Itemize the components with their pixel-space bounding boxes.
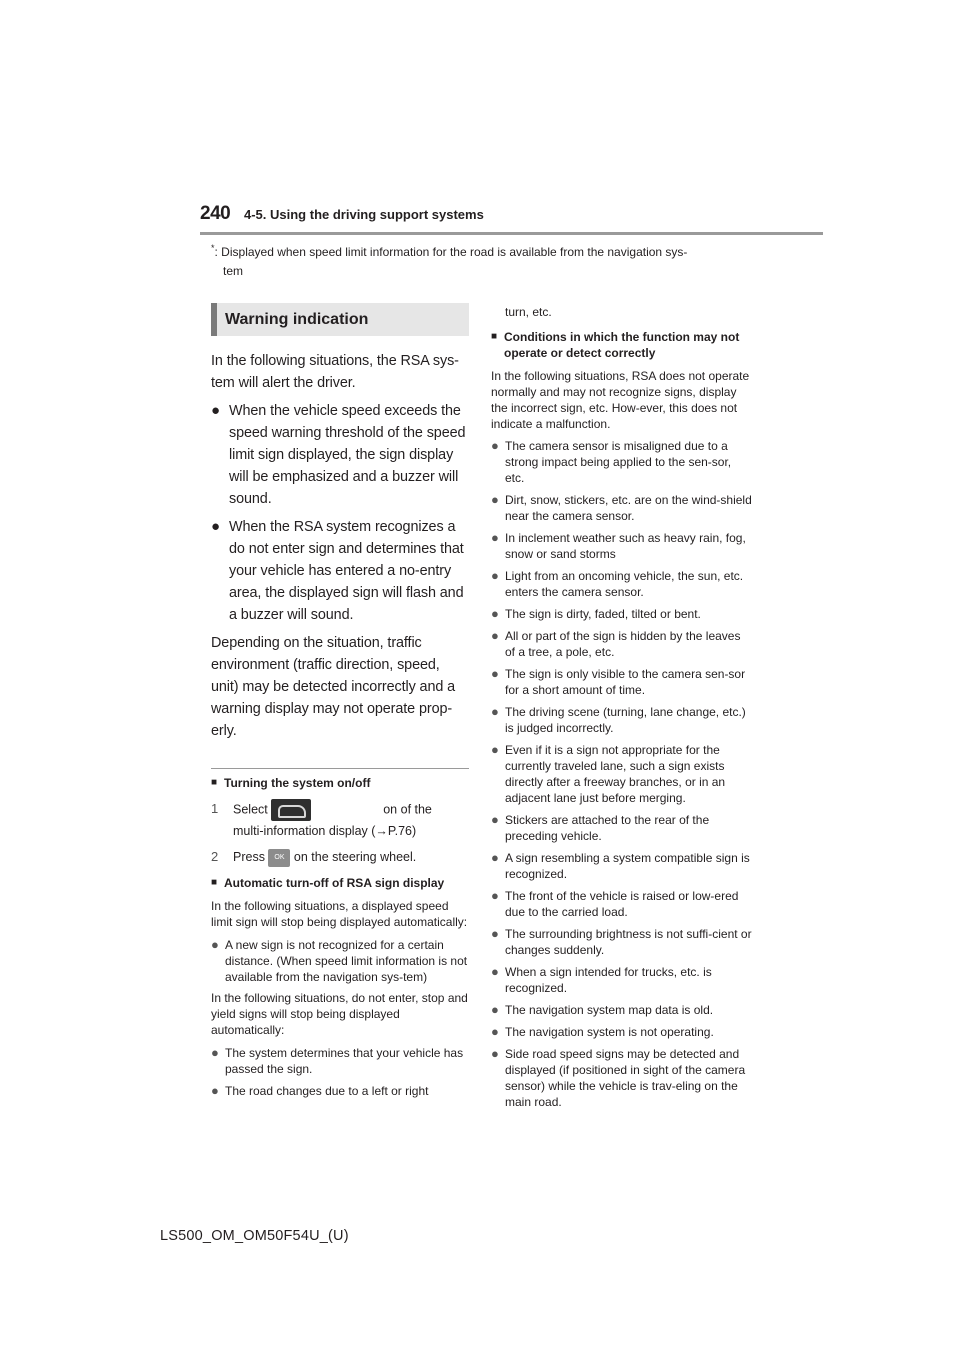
footnote <box>211 243 771 281</box>
bullet-icon: ● <box>491 530 499 545</box>
bullet-icon: ● <box>491 1002 499 1017</box>
list-item: ● The sign is only visible to the camera sen-sor for a short amount of time. <box>491 666 746 697</box>
list-item: ● The camera sensor is misaligned due to a strong impact being applied to the sen-sor, etc. <box>491 438 732 485</box>
warning-intro: In the following situations, the RSA sys-tem will alert the driver. <box>211 353 459 391</box>
header-divider <box>200 232 823 235</box>
bullet-icon: ● <box>211 1045 219 1060</box>
bullet-icon: ● <box>211 937 219 952</box>
list-item: ● Side road speed signs may be detected and displayed (if positioned in sight of the camera sensor) while the vehicle is trav-eling on the main road. <box>491 1046 746 1109</box>
conditions-intro: In the following situations, RSA does not operate normally and may not recognize signs, display the incorrect sign, etc. How-ever, this does not indicate a malfunction. <box>491 369 750 431</box>
turning-heading-text: Turning the system on/off <box>224 776 371 790</box>
document-code-footer: LS500_OM_OM50F54U_(U) <box>160 1228 349 1244</box>
bullet-icon: ● <box>491 888 499 903</box>
page-number: 240 <box>200 203 231 224</box>
list-item: ● The navigation system map data is old. <box>491 1002 714 1017</box>
list-item: ● Even if it is a sign not appropriate for the currently traveled lane, such a sign exists directly after a freeway branches, or in an adjacent lane just before merging. <box>491 742 726 805</box>
step2-post-text: on the steering wheel. <box>293 850 417 864</box>
square-bullet-icon: ■ <box>211 777 218 788</box>
step1-line2: multi-information display (→P.76) <box>233 824 417 838</box>
list-item: ● Dirt, snow, stickers, etc. are on the wind-shield near the camera sensor. <box>491 492 752 523</box>
bullet-icon: ● <box>491 628 499 643</box>
footnote-marker: * <box>211 243 215 253</box>
vehicle-settings-icon <box>271 799 311 821</box>
section-title: 4-5. Using the driving support systems <box>244 207 484 222</box>
list-item: ● The road changes due to a left or right <box>211 1083 429 1098</box>
warning-indication-heading: Warning indication <box>211 303 469 336</box>
footnote-text-line2: tem <box>223 264 244 278</box>
square-bullet-icon: ■ <box>491 331 498 342</box>
list-item: ● When a sign intended for trucks, etc. is recognized. <box>491 964 712 995</box>
step-number: 2 <box>211 849 219 864</box>
bullet-icon: ● <box>211 518 220 535</box>
bullet-icon: ● <box>491 492 499 507</box>
bullet-icon: ● <box>211 402 220 419</box>
list-item: ● A sign resembling a system compatible sign is recognized. <box>491 850 750 881</box>
list-item: ● The sign is dirty, faded, tilted or bent. <box>491 606 701 621</box>
right-column <box>491 303 753 1110</box>
section-divider <box>211 768 469 769</box>
list-item: ● A new sign is not recognized for a certain distance. (When speed limit information is not available from the navigation sys-tem) <box>211 937 468 984</box>
bullet-icon: ● <box>491 666 499 681</box>
step-2 <box>211 847 469 867</box>
warning-bullet-text: When the vehicle speed exceeds the speed warning threshold of the speed limit sign displayed, the sign display will be emphasized and a buzzer will sound. <box>229 403 466 507</box>
list-item: ● The driving scene (turning, lane change, etc.) is judged incorrectly. <box>491 704 746 735</box>
list-item: ● Stickers are attached to the rear of the preceding vehicle. <box>491 812 710 843</box>
list-item: ● The front of the vehicle is raised or low-ered due to the carried load. <box>491 888 739 919</box>
bullet-icon: ● <box>491 850 499 865</box>
list-item: ● All or part of the sign is hidden by the leaves of a tree, a pole, etc. <box>491 628 741 659</box>
bullet-icon: ● <box>491 704 499 719</box>
step2-press-text: Press <box>233 850 265 864</box>
warning-bullet <box>211 400 469 510</box>
list-item: ● The surrounding brightness is not suffi-cient or changes suddenly. <box>491 926 752 957</box>
conditions-heading <box>491 329 753 361</box>
bullet-icon: ● <box>491 812 499 827</box>
page-header <box>200 203 484 225</box>
bullet-icon: ● <box>491 1024 499 1039</box>
step-1 <box>211 799 469 841</box>
warning-bullet <box>211 516 469 626</box>
list-item: ● Light from an oncoming vehicle, the sun, etc. enters the camera sensor. <box>491 568 744 599</box>
auto-off-heading-text: Automatic turn-off of RSA sign display <box>224 876 445 890</box>
step1-post-text: on of the <box>383 802 432 817</box>
bullet-icon: ● <box>491 964 499 979</box>
list-item: ● The navigation system is not operating. <box>491 1024 714 1039</box>
list-item: ● In inclement weather such as heavy rain, fog, snow or sand storms <box>491 530 746 561</box>
conditions-heading-text: Conditions in which the function may not operate or detect correctly <box>504 330 740 360</box>
auto-off-heading <box>211 875 469 891</box>
list-item: ● The system determines that your vehicle has passed the sign. <box>211 1045 464 1076</box>
square-bullet-icon: ■ <box>211 877 218 888</box>
bullet-icon: ● <box>491 568 499 583</box>
left-column <box>211 303 469 1099</box>
step-number: 1 <box>211 801 219 816</box>
warning-bullet-text: When the RSA system recognizes a do not enter sign and determines that your vehicle has entered a no-entry area, the displayed sign will flash and a buzzer will sound. <box>229 519 464 623</box>
warning-note: Depending on the situation, traffic environment (traffic direction, speed, unit) may be detected incorrectly and a warning display may not operate prop-erly. <box>211 635 456 739</box>
auto-off-intro: In the following situations, a displayed speed limit sign will stop being displayed automatically: <box>211 899 468 929</box>
ok-button-icon: OK <box>268 849 290 867</box>
turning-heading <box>211 775 469 791</box>
step1-select-text: Select <box>233 802 268 817</box>
bullet-icon: ● <box>491 926 499 941</box>
bullet-icon: ● <box>491 438 499 453</box>
bullet-icon: ● <box>491 1046 499 1061</box>
bullet-icon: ● <box>211 1083 219 1098</box>
auto-off-bullet-continuation: turn, etc. <box>505 305 552 319</box>
bullet-icon: ● <box>491 606 499 621</box>
footnote-text-line1: : Displayed when speed limit information for the road is available from the navigation sys- <box>214 245 688 259</box>
auto-off-intro-2: In the following situations, do not enter, stop and yield signs will stop being displayed automatically: <box>211 991 468 1037</box>
bullet-icon: ● <box>491 742 499 757</box>
